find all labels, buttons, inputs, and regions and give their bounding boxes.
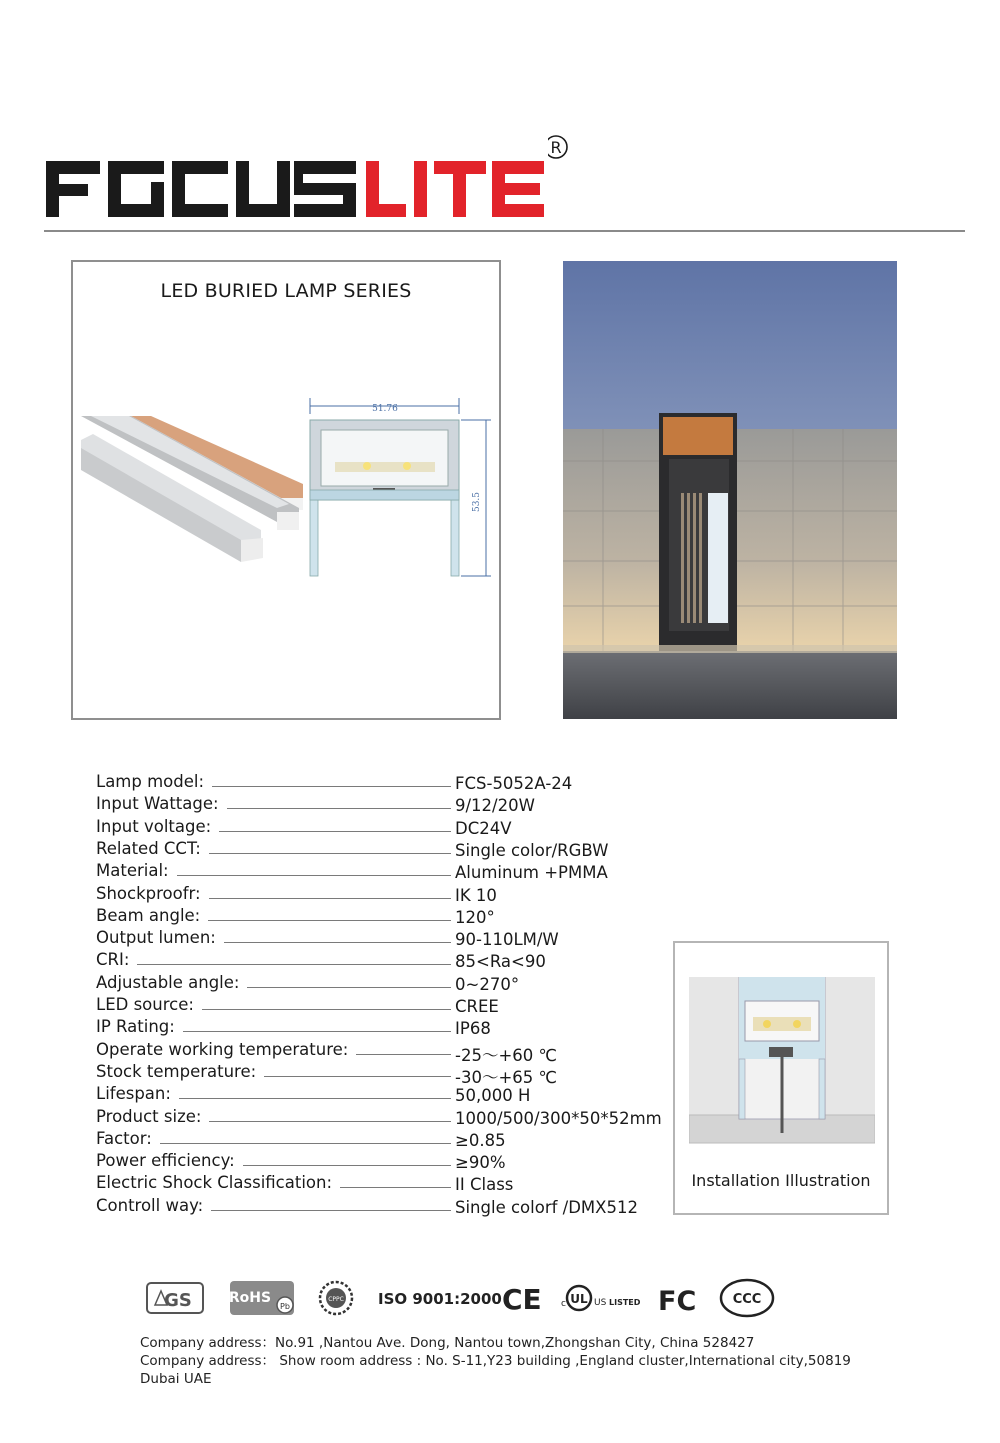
- spec-row: [96, 973, 666, 995]
- spec-value: ≥0.85: [455, 1130, 506, 1150]
- svg-text:c: c: [561, 1299, 566, 1309]
- ul-listed-icon: [561, 1286, 641, 1310]
- spec-value: DC24V: [455, 818, 512, 838]
- spec-leader-line: [208, 920, 451, 921]
- spec-label: LED source:: [96, 995, 194, 1014]
- spec-label: Lamp model:: [96, 772, 205, 791]
- product-panel: [71, 260, 501, 720]
- company-address-line-1: Company address：No.91 ,Nantou Ave. Dong, Nantou town,Zhongshan City, China 528427: [140, 1335, 755, 1351]
- installation-illustration: [689, 977, 875, 1147]
- spec-row: [96, 995, 666, 1017]
- spec-row: [96, 928, 666, 950]
- spec-value: 9/12/20W: [455, 796, 535, 816]
- spec-leader-line: [183, 1031, 451, 1032]
- spec-row: [96, 1039, 666, 1065]
- spec-value: IK 10: [455, 885, 497, 905]
- ce-certification-icon: CE: [502, 1283, 542, 1316]
- installation-panel: [673, 941, 889, 1215]
- spec-value: 120°: [455, 907, 495, 927]
- spec-label: Input voltage:: [96, 816, 212, 836]
- spec-value: -30～+65 ℃: [455, 1067, 558, 1087]
- spec-row: [96, 861, 666, 883]
- spec-label: Shockproofr:: [96, 883, 201, 903]
- spec-value: CREE: [455, 997, 499, 1016]
- spec-value: IP68: [455, 1019, 491, 1039]
- spec-label: Electric Shock Classification:: [96, 1173, 333, 1193]
- footer-addresses: [140, 1334, 880, 1388]
- spec-value: Single colorf /DMX512: [455, 1197, 638, 1217]
- logo-letter-i: [414, 161, 427, 217]
- spec-row: [96, 1061, 666, 1087]
- svg-text:CPPC: CPPC: [328, 1296, 344, 1303]
- fcc-certification-icon: FC: [658, 1286, 697, 1317]
- svg-text:LISTED: LISTED: [609, 1298, 641, 1307]
- spec-value: 0~270°: [455, 974, 520, 994]
- spec-row: [96, 839, 666, 861]
- spec-label: Adjustable angle:: [96, 972, 240, 992]
- svg-text:Pb: Pb: [280, 1302, 290, 1311]
- company-address-line-2: Company address： Show room address : No. S-11,Y23 building ,England cluster,International city,50819 Dubai UAE: [140, 1353, 851, 1387]
- spec-leader-line: [179, 1098, 451, 1099]
- spec-value: 90-110LM/W: [455, 930, 559, 950]
- spec-label: Material:: [96, 861, 169, 881]
- series-title: LED BURIED LAMP SERIES: [160, 280, 412, 302]
- svg-text:US: US: [594, 1298, 607, 1308]
- profile-bars-image: [81, 412, 306, 572]
- spec-leader-line: [356, 1054, 451, 1055]
- profile-cross-section-drawing: [301, 394, 496, 584]
- spec-label: Product size:: [96, 1106, 202, 1126]
- spec-row: [96, 884, 666, 906]
- spec-label: Controll way:: [96, 1195, 204, 1215]
- spec-label: Factor:: [96, 1128, 152, 1148]
- spec-leader-line: [137, 964, 451, 965]
- spec-row: [96, 772, 666, 794]
- spec-value: 50,000 H: [455, 1086, 531, 1106]
- spec-value: 85<Ra<90: [455, 952, 546, 972]
- spec-leader-line: [243, 1165, 451, 1166]
- ccc-certification-icon: [721, 1280, 773, 1316]
- spec-label: CRI:: [96, 950, 130, 970]
- iso-certification-label: ISO 9001:2000: [378, 1290, 502, 1308]
- spec-row: [96, 1196, 666, 1218]
- spec-label: IP Rating:: [96, 1017, 175, 1037]
- spec-leader-line: [209, 1121, 451, 1122]
- spec-label: Input Wattage:: [96, 794, 219, 814]
- spec-row: [96, 1173, 666, 1195]
- spec-row: [96, 1084, 666, 1106]
- spec-value: FCS-5052A-24: [455, 774, 573, 793]
- gs-certification-icon: [147, 1283, 203, 1313]
- spec-row: [96, 1017, 666, 1039]
- svg-text:GS: GS: [164, 1290, 192, 1311]
- spec-leader-line: [160, 1143, 451, 1144]
- spec-leader-line: [211, 1210, 451, 1211]
- installation-building-photo: [563, 261, 897, 719]
- spec-leader-line: [212, 786, 451, 787]
- spec-row: [96, 950, 666, 972]
- logo-red-lite: [288, 133, 548, 233]
- logo-black-focu: [44, 133, 294, 233]
- spec-row: [96, 1151, 666, 1173]
- spec-label: Beam angle:: [96, 905, 201, 925]
- svg-text:RoHS: RoHS: [228, 1290, 272, 1306]
- spec-leader-line: [224, 942, 451, 943]
- spec-value: -25～+60 ℃: [455, 1045, 558, 1065]
- spec-value: 1000/500/300*50*52mm: [455, 1108, 662, 1128]
- spec-leader-line: [209, 853, 451, 854]
- dimension-height-label: 53.5: [472, 491, 482, 513]
- spec-label: Operate working temperature:: [96, 1039, 349, 1059]
- spec-row: [96, 906, 666, 928]
- spec-row: [96, 1129, 666, 1151]
- spec-leader-line: [202, 1009, 451, 1010]
- dimension-width-label: 51.76: [372, 404, 398, 414]
- spec-label: Lifespan:: [96, 1084, 171, 1104]
- spec-row: [96, 817, 666, 839]
- certification-logos: [140, 1275, 780, 1321]
- spec-label: Power efficiency:: [96, 1151, 235, 1171]
- logo-letter-s2: [290, 161, 356, 217]
- registered-mark: R: [550, 138, 562, 157]
- spec-leader-line: [227, 808, 451, 809]
- spec-label: Stock temperature:: [96, 1061, 257, 1081]
- spec-value: II Class: [455, 1175, 514, 1195]
- logo-letter-e: [492, 161, 544, 217]
- svg-text:CCC: CCC: [732, 1292, 762, 1307]
- cppc-seal-icon: [320, 1282, 352, 1314]
- spec-leader-line: [247, 987, 451, 988]
- svg-text:UL: UL: [570, 1292, 588, 1306]
- spec-leader-line: [209, 898, 451, 899]
- spec-value: Single color/RGBW: [455, 840, 609, 860]
- spec-leader-line: [340, 1187, 451, 1188]
- spec-label: Output lumen:: [96, 928, 216, 948]
- spec-leader-line: [177, 875, 451, 876]
- spec-label: Related CCT:: [96, 838, 201, 858]
- installation-caption: Installation Illustration: [691, 1171, 871, 1190]
- spec-value: Aluminum +PMMA: [455, 863, 608, 883]
- spec-row: [96, 794, 666, 816]
- spec-leader-line: [219, 831, 451, 832]
- spec-row: [96, 1107, 666, 1129]
- spec-leader-line: [264, 1076, 451, 1077]
- rohs-certification-icon: [229, 1281, 294, 1315]
- spec-value: ≥90%: [455, 1153, 506, 1173]
- header-divider: [44, 230, 965, 232]
